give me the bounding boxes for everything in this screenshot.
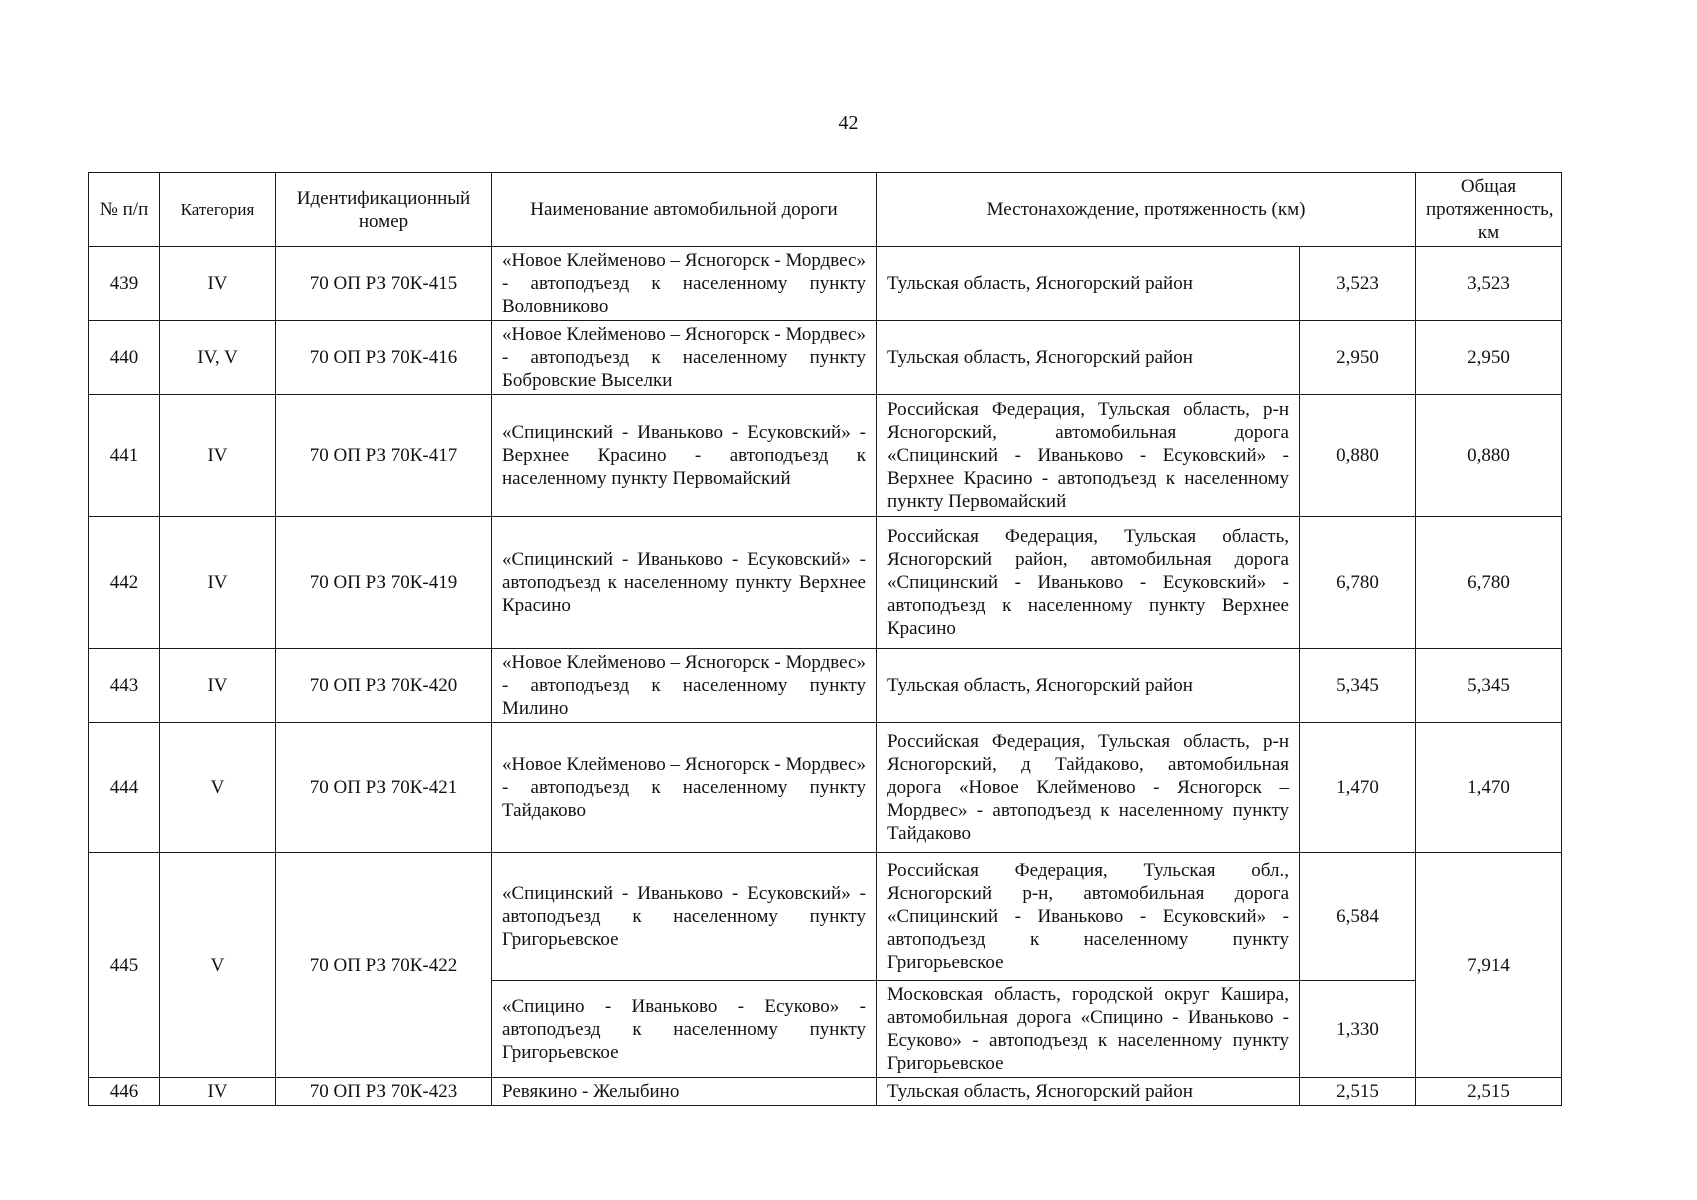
table-row xyxy=(89,517,1562,649)
row-id: 70 ОП РЗ 70К-415 xyxy=(276,247,492,321)
row-length: 6,584 xyxy=(1300,853,1416,981)
row-location: Российская Федерация, Тульская область, Ясногорский район, автомобильная дорога «Спицинский - Иваньково - Есуковский» - автоподъезд к населенному пункту Верхнее Красино xyxy=(877,517,1300,649)
row-category: V xyxy=(160,853,276,1078)
table-row xyxy=(89,853,1562,981)
row-id: 70 ОП РЗ 70К-419 xyxy=(276,517,492,649)
row-length: 6,780 xyxy=(1300,517,1416,649)
header-num: № п/п xyxy=(89,173,160,247)
row-road-name: «Новое Клейменово – Ясногорск - Мордвес» - автоподъезд к населенному пункту Милино xyxy=(492,649,877,723)
table-row xyxy=(89,321,1562,395)
row-num: 442 xyxy=(89,517,160,649)
row-total: 1,470 xyxy=(1416,723,1562,853)
header-id: Идентификационный номер xyxy=(276,173,492,247)
row-road-name: «Спицинский - Иваньково - Есуковский» - Верхнее Красино - автоподъезд к населенному пункту Первомайский xyxy=(492,395,877,517)
row-length: 5,345 xyxy=(1300,649,1416,723)
row-length: 2,515 xyxy=(1300,1078,1416,1106)
table-row xyxy=(89,723,1562,853)
row-road-name: Ревякино - Желыбино xyxy=(492,1078,877,1106)
table-row xyxy=(89,1078,1562,1106)
row-category: IV xyxy=(160,1078,276,1106)
table-row xyxy=(89,395,1562,517)
row-id: 70 ОП РЗ 70К-421 xyxy=(276,723,492,853)
table-row xyxy=(89,247,1562,321)
row-length: 2,950 xyxy=(1300,321,1416,395)
header-location: Местонахождение, протяженность (км) xyxy=(877,173,1416,247)
row-location: Тульская область, Ясногорский район xyxy=(877,1078,1300,1106)
row-location: Тульская область, Ясногорский район xyxy=(877,649,1300,723)
row-road-name: «Новое Клейменово – Ясногорск - Мордвес» - автоподъезд к населенному пункту Бобровские Выселки xyxy=(492,321,877,395)
row-total: 2,950 xyxy=(1416,321,1562,395)
row-location: Российская Федерация, Тульская область, р-н Ясногорский, автомобильная дорога «Спицинский - Иваньково - Есуковский» - Верхнее Красино - автоподъезд к населенному пункту Первомайский xyxy=(877,395,1300,517)
row-total: 2,515 xyxy=(1416,1078,1562,1106)
table-row xyxy=(89,649,1562,723)
header-category: Категория xyxy=(160,173,276,247)
row-category: IV xyxy=(160,649,276,723)
row-road-name: «Спицинский - Иваньково - Есуковский» - автоподъезд к населенному пункту Верхнее Красино xyxy=(492,517,877,649)
row-category: IV, V xyxy=(160,321,276,395)
row-location: Российская Федерация, Тульская обл., Ясногорский р-н, автомобильная дорога «Спицинский - Иваньково - Есуковский» - автоподъезд к населенному пункту Григорьевское xyxy=(877,853,1300,981)
row-length: 1,330 xyxy=(1300,981,1416,1078)
row-id: 70 ОП РЗ 70К-423 xyxy=(276,1078,492,1106)
row-category: IV xyxy=(160,517,276,649)
row-id: 70 ОП РЗ 70К-416 xyxy=(276,321,492,395)
row-total: 0,880 xyxy=(1416,395,1562,517)
row-category: V xyxy=(160,723,276,853)
row-road-name: «Спицинский - Иваньково - Есуковский» - автоподъезд к населенному пункту Григорьевское xyxy=(492,853,877,981)
row-num: 440 xyxy=(89,321,160,395)
row-num: 446 xyxy=(89,1078,160,1106)
row-length: 3,523 xyxy=(1300,247,1416,321)
row-location: Российская Федерация, Тульская область, р-н Ясногорский, д Тайдаково, автомобильная дорога «Новое Клейменово - Ясногорск – Мордвес» - автоподъезд к населенному пункту Тайдаково xyxy=(877,723,1300,853)
row-num: 445 xyxy=(89,853,160,1078)
row-category: IV xyxy=(160,247,276,321)
row-location: Тульская область, Ясногорский район xyxy=(877,321,1300,395)
row-num: 441 xyxy=(89,395,160,517)
row-id: 70 ОП РЗ 70К-420 xyxy=(276,649,492,723)
row-road-name: «Новое Клейменово – Ясногорск - Мордвес» - автоподъезд к населенному пункту Воловниково xyxy=(492,247,877,321)
header-total: Общая протяженность, км xyxy=(1416,173,1562,247)
row-num: 439 xyxy=(89,247,160,321)
row-location: Московская область, городской округ Кашира, автомобильная дорога «Спицино - Иваньково - Есуково» - автоподъезд к населенному пункту Григорьевское xyxy=(877,981,1300,1078)
table-header-row xyxy=(89,173,1562,247)
row-category: IV xyxy=(160,395,276,517)
roads-table xyxy=(88,172,1562,1106)
row-num: 444 xyxy=(89,723,160,853)
row-num: 443 xyxy=(89,649,160,723)
row-location: Тульская область, Ясногорский район xyxy=(877,247,1300,321)
row-length: 0,880 xyxy=(1300,395,1416,517)
row-length: 1,470 xyxy=(1300,723,1416,853)
header-name: Наименование автомобильной дороги xyxy=(492,173,877,247)
row-total: 7,914 xyxy=(1416,853,1562,1078)
row-id: 70 ОП РЗ 70К-422 xyxy=(276,853,492,1078)
row-total: 5,345 xyxy=(1416,649,1562,723)
row-road-name: «Новое Клейменово – Ясногорск - Мордвес» - автоподъезд к населенному пункту Тайдаково xyxy=(492,723,877,853)
row-total: 3,523 xyxy=(1416,247,1562,321)
page-number: 42 xyxy=(838,112,859,134)
row-id: 70 ОП РЗ 70К-417 xyxy=(276,395,492,517)
row-road-name: «Спицино - Иваньково - Есуково» - автоподъезд к населенному пункту Григорьевское xyxy=(492,981,877,1078)
row-total: 6,780 xyxy=(1416,517,1562,649)
